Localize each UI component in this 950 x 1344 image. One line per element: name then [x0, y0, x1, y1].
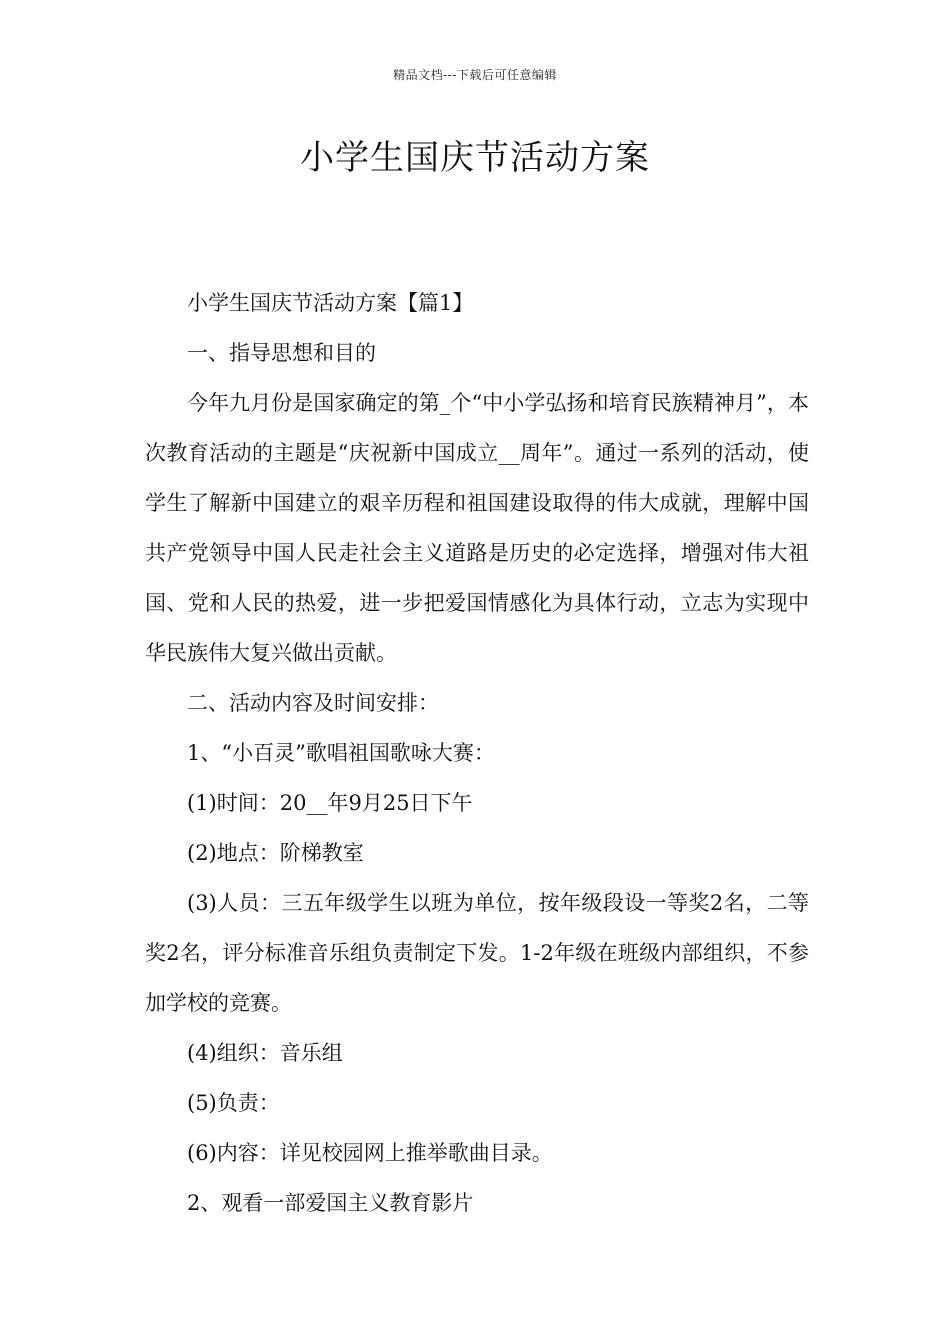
paragraph: 今年九月份是国家确定的第_个“中小学弘扬和培育民族精神月”，本次教育活动的主题是“庆祝新中国成立__周年”。通过一系列的活动，使学生了解新中国建立的艰辛历程和祖国建设取得的伟大成就，理解中国共产党领导中国人民走社会主义道路是历史的必定选择，增强对伟大祖国、党和人民的热爱，进一步把爱国情感化为具体行动，立志为实现中华民族伟大复兴做出贡献。 [145, 391, 809, 665]
list-item: (2)地点：阶梯教室 [187, 841, 364, 865]
list-item: (5)负责： [187, 1091, 280, 1115]
document-body [145, 278, 809, 1228]
paragraph-heading: 二、活动内容及时间安排： [187, 691, 439, 715]
paragraph-heading: 一、指导思想和目的 [187, 341, 376, 365]
list-item: (1)时间：20__年9月25日下午 [187, 791, 473, 815]
list-item: 1、“小百灵”歌唱祖国歌咏大赛： [187, 741, 495, 765]
list-item: (4)组织：音乐组 [187, 1041, 343, 1065]
document-title: 小学生国庆节活动方案 [300, 138, 650, 178]
list-item: 2、观看一部爱国主义教育影片 [187, 1191, 474, 1215]
list-item: (6)内容：详见校园网上推举歌曲目录。 [187, 1141, 553, 1165]
section-heading: 小学生国庆节活动方案【篇1】 [187, 291, 474, 315]
list-item: (3)人员：三五年级学生以班为单位，按年级段设一等奖2名，二等奖2名，评分标准音乐组负责制定下发。1-2年级在班级内部组织，不参加学校的竞赛。 [145, 891, 809, 1015]
header-note: 精品文档---下载后可任意编辑 [393, 68, 557, 82]
